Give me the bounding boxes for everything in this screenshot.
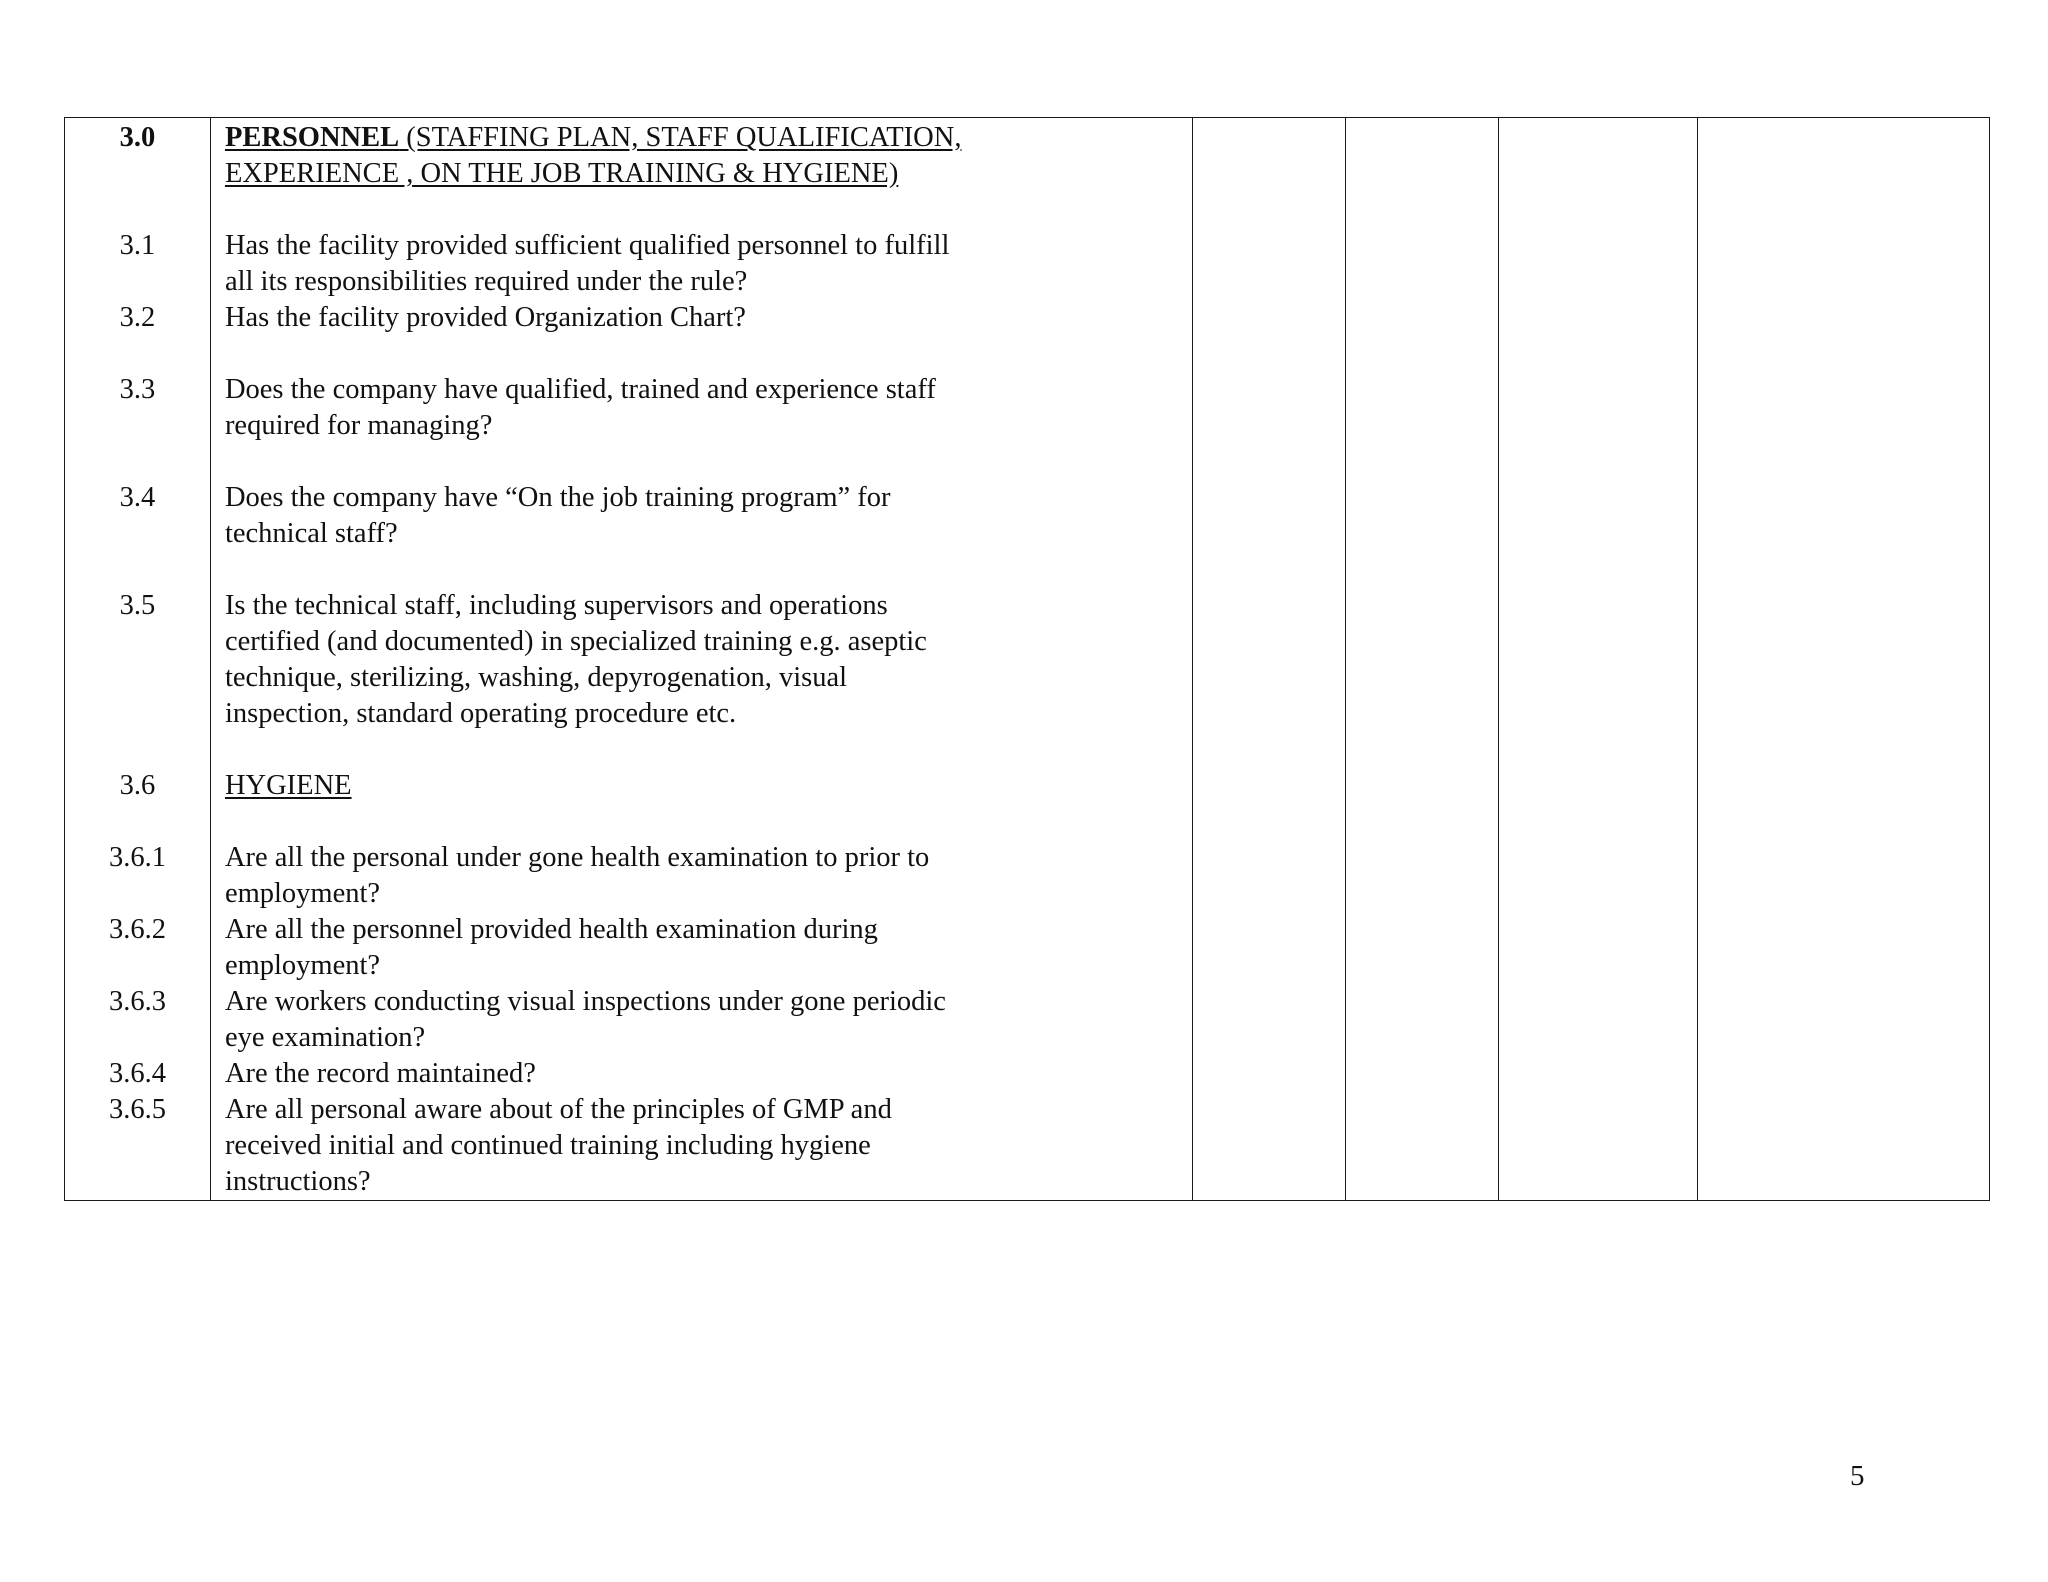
page-number: 5 [1850, 1460, 1865, 1492]
item-number: 3.6.4 [108, 1058, 166, 1089]
section-title [225, 120, 1192, 156]
item-number: 3.6 [119, 770, 156, 801]
item-number-column [65, 118, 211, 1201]
item-number: 3.2 [119, 302, 156, 333]
item-number: 3.4 [119, 482, 156, 513]
question-text: Does the company have qualified, trained and experience staff [224, 374, 936, 405]
question-text: Has the facility provided sufficient qualified personnel to fulfill [224, 230, 950, 261]
question-text: instructions? [224, 1166, 371, 1197]
question-text: Are all personal aware about of the principles of GMP and [224, 1094, 892, 1125]
section-number: 3.0 [119, 122, 156, 153]
item-number: 3.1 [119, 230, 156, 261]
question-text: required for managing? [224, 410, 493, 441]
question-text: certified (and documented) in specialized training e.g. aseptic [224, 626, 927, 657]
question-text: Does the company have “On the job training program” for [224, 482, 891, 513]
section-title-rest: (STAFFING PLAN, STAFF QUALIFICATION, [399, 122, 962, 153]
item-number: 3.6.2 [108, 914, 166, 945]
question-text: Are the record maintained? [224, 1058, 536, 1089]
response-cell-1[interactable] [1193, 118, 1346, 1201]
response-cell-2[interactable] [1346, 118, 1499, 1201]
question-text: Has the facility provided Organization Chart? [224, 302, 746, 333]
question-text: received initial and continued training including hygiene [224, 1130, 871, 1161]
item-number: 3.3 [119, 374, 156, 405]
question-text: Are all the personnel provided health examination during [224, 914, 878, 945]
item-number: 3.6.3 [108, 986, 166, 1017]
item-number: 3.6.5 [108, 1094, 166, 1125]
response-cell-4[interactable] [1698, 118, 1990, 1201]
section-title-line-2: EXPERIENCE , ON THE JOB TRAINING & HYGIENE) [224, 158, 899, 189]
question-text: Are workers conducting visual inspections under gone periodic [224, 986, 946, 1017]
question-text: technical staff? [224, 518, 398, 549]
checklist-table [64, 117, 1990, 1201]
question-text: employment? [224, 950, 381, 981]
item-number: 3.5 [119, 590, 156, 621]
question-text: inspection, standard operating procedure etc. [224, 698, 737, 729]
table-row [65, 118, 1990, 1201]
question-text: all its responsibilities required under the rule? [224, 266, 748, 297]
response-cell-3[interactable] [1498, 118, 1697, 1201]
item-number: 3.6.1 [108, 842, 166, 873]
section-title-bold: PERSONNEL [224, 122, 400, 153]
question-text: technique, sterilizing, washing, depyrogenation, visual [224, 662, 848, 693]
question-text: eye examination? [224, 1022, 426, 1053]
question-text: Are all the personal under gone health examination to prior to [224, 842, 930, 873]
question-text: Is the technical staff, including supervisors and operations [224, 590, 888, 621]
hygiene-heading: HYGIENE [224, 770, 352, 801]
question-text: employment? [224, 878, 381, 909]
question-column [210, 118, 1192, 1201]
